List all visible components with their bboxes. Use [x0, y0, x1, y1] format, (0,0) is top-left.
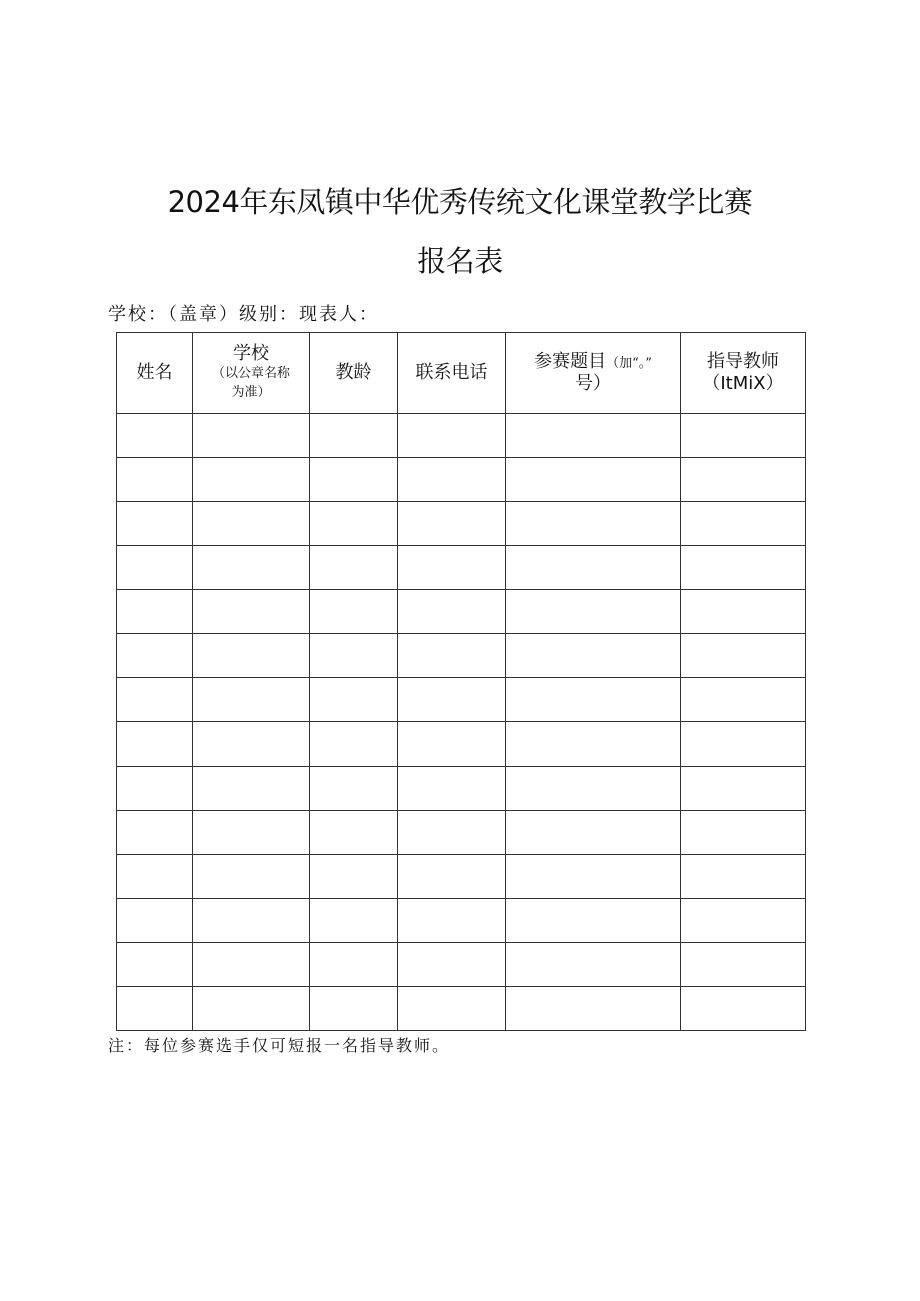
- table-row: [117, 854, 806, 898]
- cell-advisor[interactable]: [681, 678, 806, 722]
- representative-label: 现表人：: [299, 304, 379, 325]
- cell-school[interactable]: [193, 590, 310, 634]
- cell-topic[interactable]: [506, 634, 681, 678]
- cell-name[interactable]: [117, 810, 193, 854]
- cell-name[interactable]: [117, 942, 193, 986]
- header-phone: [398, 333, 506, 414]
- cell-name[interactable]: [117, 766, 193, 810]
- cell-phone[interactable]: [398, 502, 506, 546]
- school-label: 学校：: [108, 304, 168, 325]
- cell-phone[interactable]: [398, 590, 506, 634]
- cell-name[interactable]: [117, 986, 193, 1030]
- cell-advisor[interactable]: [681, 458, 806, 502]
- header-name: [117, 333, 193, 414]
- cell-teaching-years[interactable]: [310, 546, 398, 590]
- cell-topic[interactable]: [506, 722, 681, 766]
- table-row: [117, 590, 806, 634]
- cell-name[interactable]: [117, 854, 193, 898]
- cell-teaching-years[interactable]: [310, 458, 398, 502]
- cell-school[interactable]: [193, 854, 310, 898]
- cell-name[interactable]: [117, 502, 193, 546]
- cell-school[interactable]: [193, 414, 310, 458]
- cell-topic[interactable]: [506, 942, 681, 986]
- cell-advisor[interactable]: [681, 898, 806, 942]
- table-row: [117, 898, 806, 942]
- cell-name[interactable]: [117, 590, 193, 634]
- table-row: [117, 678, 806, 722]
- header-school-label: 学校: [233, 342, 269, 364]
- cell-school[interactable]: [193, 810, 310, 854]
- seal-label: （盖章）: [168, 304, 239, 325]
- cell-advisor[interactable]: [681, 502, 806, 546]
- cell-advisor[interactable]: [681, 546, 806, 590]
- cell-school[interactable]: [193, 546, 310, 590]
- cell-phone[interactable]: [398, 414, 506, 458]
- cell-advisor[interactable]: [681, 854, 806, 898]
- table-row: [117, 502, 806, 546]
- cell-school[interactable]: [193, 458, 310, 502]
- cell-advisor[interactable]: [681, 414, 806, 458]
- cell-name[interactable]: [117, 722, 193, 766]
- table-row: [117, 942, 806, 986]
- cell-school[interactable]: [193, 502, 310, 546]
- cell-topic[interactable]: [506, 458, 681, 502]
- cell-advisor[interactable]: [681, 766, 806, 810]
- registration-table: [116, 332, 806, 1031]
- cell-advisor[interactable]: [681, 722, 806, 766]
- table-row: [117, 458, 806, 502]
- header-name-label: 姓名: [136, 361, 173, 383]
- header-advisor: [681, 333, 806, 414]
- table-row: [117, 546, 806, 590]
- cell-advisor[interactable]: [681, 590, 806, 634]
- cell-phone[interactable]: [398, 458, 506, 502]
- cell-teaching-years[interactable]: [310, 678, 398, 722]
- cell-phone[interactable]: [398, 810, 506, 854]
- header-row: [117, 333, 806, 414]
- cell-phone[interactable]: [398, 854, 506, 898]
- cell-phone[interactable]: [398, 986, 506, 1030]
- header-topic-label: 参赛题目: [534, 350, 607, 372]
- cell-topic[interactable]: [506, 414, 681, 458]
- cell-school[interactable]: [193, 722, 310, 766]
- table-row: [117, 414, 806, 458]
- cell-school[interactable]: [193, 766, 310, 810]
- cell-name[interactable]: [117, 634, 193, 678]
- cell-teaching-years[interactable]: [310, 766, 398, 810]
- cell-school[interactable]: [193, 678, 310, 722]
- cell-teaching-years[interactable]: [310, 986, 398, 1030]
- cell-teaching-years[interactable]: [310, 722, 398, 766]
- form-title-line1: 2024年东凤镇中华优秀传统文化课堂教学比赛: [167, 185, 753, 219]
- cell-name[interactable]: [117, 546, 193, 590]
- cell-advisor[interactable]: [681, 634, 806, 678]
- cell-teaching-years[interactable]: [310, 502, 398, 546]
- table-body: [117, 414, 806, 1031]
- cell-school[interactable]: [193, 986, 310, 1030]
- cell-teaching-years[interactable]: [310, 942, 398, 986]
- cell-teaching-years[interactable]: [310, 854, 398, 898]
- cell-phone[interactable]: [398, 546, 506, 590]
- cell-topic[interactable]: [506, 678, 681, 722]
- header-school: [193, 333, 310, 414]
- cell-phone[interactable]: [398, 942, 506, 986]
- table-row: [117, 722, 806, 766]
- cell-teaching-years[interactable]: [310, 810, 398, 854]
- cell-phone[interactable]: [398, 766, 506, 810]
- header-advisor-label: 指导教师: [707, 350, 779, 372]
- cell-phone[interactable]: [398, 678, 506, 722]
- cell-phone[interactable]: [398, 722, 506, 766]
- cell-school[interactable]: [193, 898, 310, 942]
- cell-teaching-years[interactable]: [310, 898, 398, 942]
- form-title-line2: 报名表: [417, 244, 503, 278]
- cell-name[interactable]: [117, 414, 193, 458]
- cell-name[interactable]: [117, 458, 193, 502]
- cell-advisor[interactable]: [681, 810, 806, 854]
- cell-school[interactable]: [193, 634, 310, 678]
- header-school-note-2: 为准）: [231, 385, 271, 401]
- cell-topic[interactable]: [506, 898, 681, 942]
- cell-teaching-years[interactable]: [310, 634, 398, 678]
- cell-teaching-years[interactable]: [310, 414, 398, 458]
- cell-topic[interactable]: [506, 986, 681, 1030]
- form-meta-line: [108, 306, 379, 324]
- header-school-note-1: （以公章名称: [211, 366, 290, 382]
- cell-topic[interactable]: [506, 502, 681, 546]
- cell-school[interactable]: [193, 942, 310, 986]
- cell-topic[interactable]: [506, 546, 681, 590]
- header-topic: [506, 333, 681, 414]
- cell-name[interactable]: [117, 898, 193, 942]
- cell-advisor[interactable]: [681, 942, 806, 986]
- cell-topic[interactable]: [506, 810, 681, 854]
- footnote: 注：每位参赛选手仅可短报一名指导教师。: [108, 1036, 451, 1055]
- cell-topic[interactable]: [506, 766, 681, 810]
- header-teaching-years-label: 教龄: [335, 361, 372, 383]
- cell-topic[interactable]: [506, 590, 681, 634]
- table-row: [117, 634, 806, 678]
- header-topic-note-2: 号）: [575, 373, 611, 394]
- cell-name[interactable]: [117, 678, 193, 722]
- cell-topic[interactable]: [506, 854, 681, 898]
- header-teaching-years: [310, 333, 398, 414]
- cell-teaching-years[interactable]: [310, 590, 398, 634]
- cell-advisor[interactable]: [681, 986, 806, 1030]
- header-advisor-note: （ItMiX）: [702, 373, 784, 394]
- cell-phone[interactable]: [398, 634, 506, 678]
- cell-phone[interactable]: [398, 898, 506, 942]
- table-row: [117, 986, 806, 1030]
- table-row: [117, 810, 806, 854]
- header-phone-label: 联系电话: [415, 361, 488, 383]
- table-row: [117, 766, 806, 810]
- level-label: 级别：: [239, 304, 299, 325]
- header-topic-note: （加“。”: [606, 355, 652, 371]
